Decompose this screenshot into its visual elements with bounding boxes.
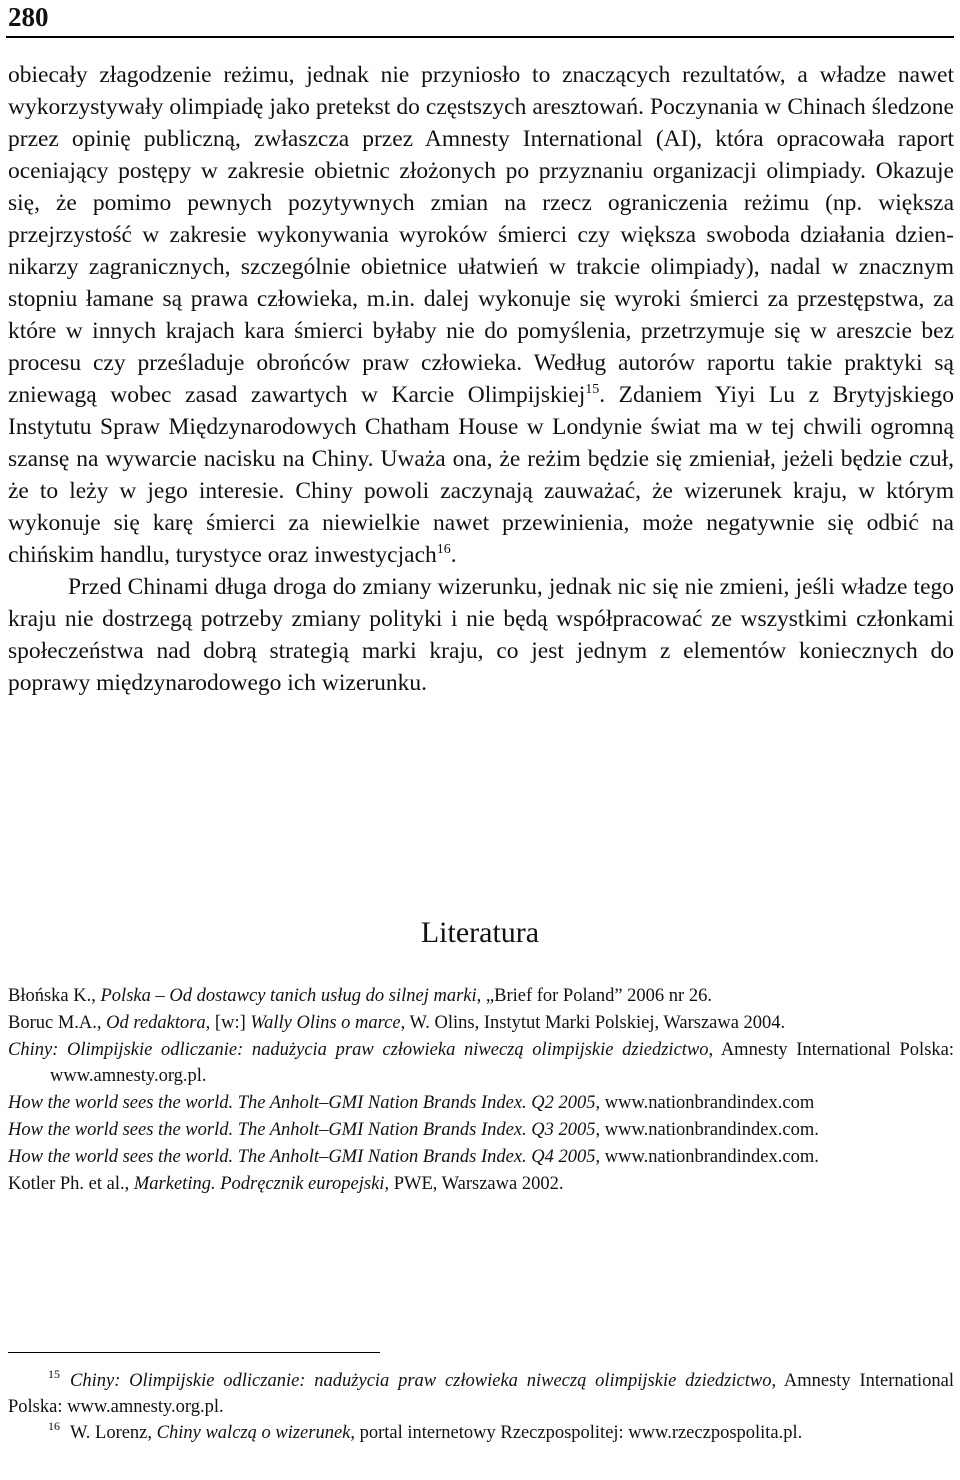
footnote-number: 15 [48, 1367, 60, 1381]
body-text [8, 59, 954, 699]
bibliography-entry: How the world sees the world. The Anholt–GMI Nation Brands Index. Q3 2005, www.nationbrandindex.com. [8, 1119, 819, 1140]
bibliography-entry: Błońska K., Polska – Od dostawcy tanich usług do silnej marki, „Brief for Poland” 2006 nr 26. [8, 986, 712, 1006]
footnote-ref-15[interactable]: 15 [585, 382, 600, 397]
bibliography-entry: How the world sees the world. The Anholt–GMI Nation Brands Index. Q4 2005, www.nationbrandindex.com. [8, 1146, 819, 1167]
footnote-ref-16[interactable]: 16 [436, 542, 451, 557]
paragraph-1-part-a: obiecały złagodzenie reżimu, jednak nie przyniosło to znaczących rezultatów, a władze nawet wykorzystywały olimpiadę jako pretekst do częstszych aresztowań. Poczynania w Chinach śledzone przez opinię publiczną, zwłaszcza przez Amnesty International (AI), która opracowała raport oceniający postępy w zakresie obietnic złożonych po przyznaniu organizacji olimpiady. Okazuje się, że pomimo pewnych pozytywnych zmian na rzecz ograniczenia reżimu (np. większa przejrzystość w zakresie wykonywania wyroków śmierci czy większa swoboda działania dziennikarzy zagranicznych, szczególnie obietnice ułatwień w trakcie olimpiady), nadal w znacznym stopniu łamane są prawa człowieka, m.in. dalej wykonuje się wyroki śmierci za przestępstwa, za które w innych krajach kara śmierci byłaby nie do pomyślenia, przetrzymuje się w areszcie bez procesu czy prześladuje obrońców praw człowieka. Według autorów raportu takie praktyki są zniewagą wobec zasad zawartych w Karcie Olimpijskiej [8, 62, 954, 408]
paragraph-1 [8, 59, 954, 571]
page-header [6, 2, 954, 38]
paragraph-2: Przed Chinami długa droga do zmiany wizerunku, jednak nic się nie zmieni, jeśli władze tego kraju nie dostrzegą potrzeby zmiany polityki i nie będą współpracować ze wszystkimi członkami społeczeństwa nad dobrą strategią marki kraju, co jest jednym z elementów koniecznych do poprawy międzynarodowego ich wizerunku. [8, 574, 954, 696]
page-number: 280 [8, 2, 49, 32]
paragraph-1-part-b: . Zdaniem Yiyi Lu z Brytyjskiego Instytutu Spraw Międzynarodowych Chatham House w Londynie świat ma w tej chwili ogromną szansę na wywarcie nacisku na Chiny. Uważa ona, że reżim będzie się zmieniał, jeżeli będzie czuł, że to leży w jego interesie. Chiny powoli zaczynają zauważać, że wizerunek kraju, w którym wykonuje się karę śmierci za niewielkie nawet przewinienia, może negatywnie się odbić na chińskim handlu, turystyce oraz inwestycjach [8, 382, 954, 568]
literature-heading: Literatura [420, 916, 540, 949]
bibliography-entry: How the world sees the world. The Anholt–GMI Nation Brands Index. Q2 2005, www.nationbrandindex.com [8, 1093, 815, 1114]
footnote-16: $^{16}$ W. Lorenz, Chiny walczą o wizerunek, portal internetowy Rzeczpospolitej: www.rzeczpospolita.pl. [48, 1419, 803, 1443]
footnote-number: 16 [48, 1419, 60, 1433]
footnote-separator [8, 1352, 380, 1353]
bibliography [8, 983, 954, 1197]
bibliography-entry: Chiny: Olimpijskie odliczanie: nadużycia praw człowieka niweczą olimpijskie dziedzictwo, Amnesty International Polska: www.amnesty.org.pl. [8, 1039, 954, 1087]
footnote-15: $^{15}$ Chiny: Olimpijskie odliczanie: nadużycia praw człowieka niweczą olimpijskie dziedzictwo, Amnesty International Polska: www.amnesty.org.pl. [8, 1367, 954, 1417]
paragraph-1-part-c: . [450, 542, 457, 568]
bibliography-entry: Boruc M.A., Od redaktora, [w:] Wally Olins o marce, W. Olins, Instytut Marki Polskiej, Warszawa 2004. [8, 1012, 786, 1033]
bibliography-entry: Kotler Ph. et al., Marketing. Podręcznik europejski, PWE, Warszawa 2002. [8, 1173, 564, 1194]
footnotes [8, 1368, 954, 1446]
